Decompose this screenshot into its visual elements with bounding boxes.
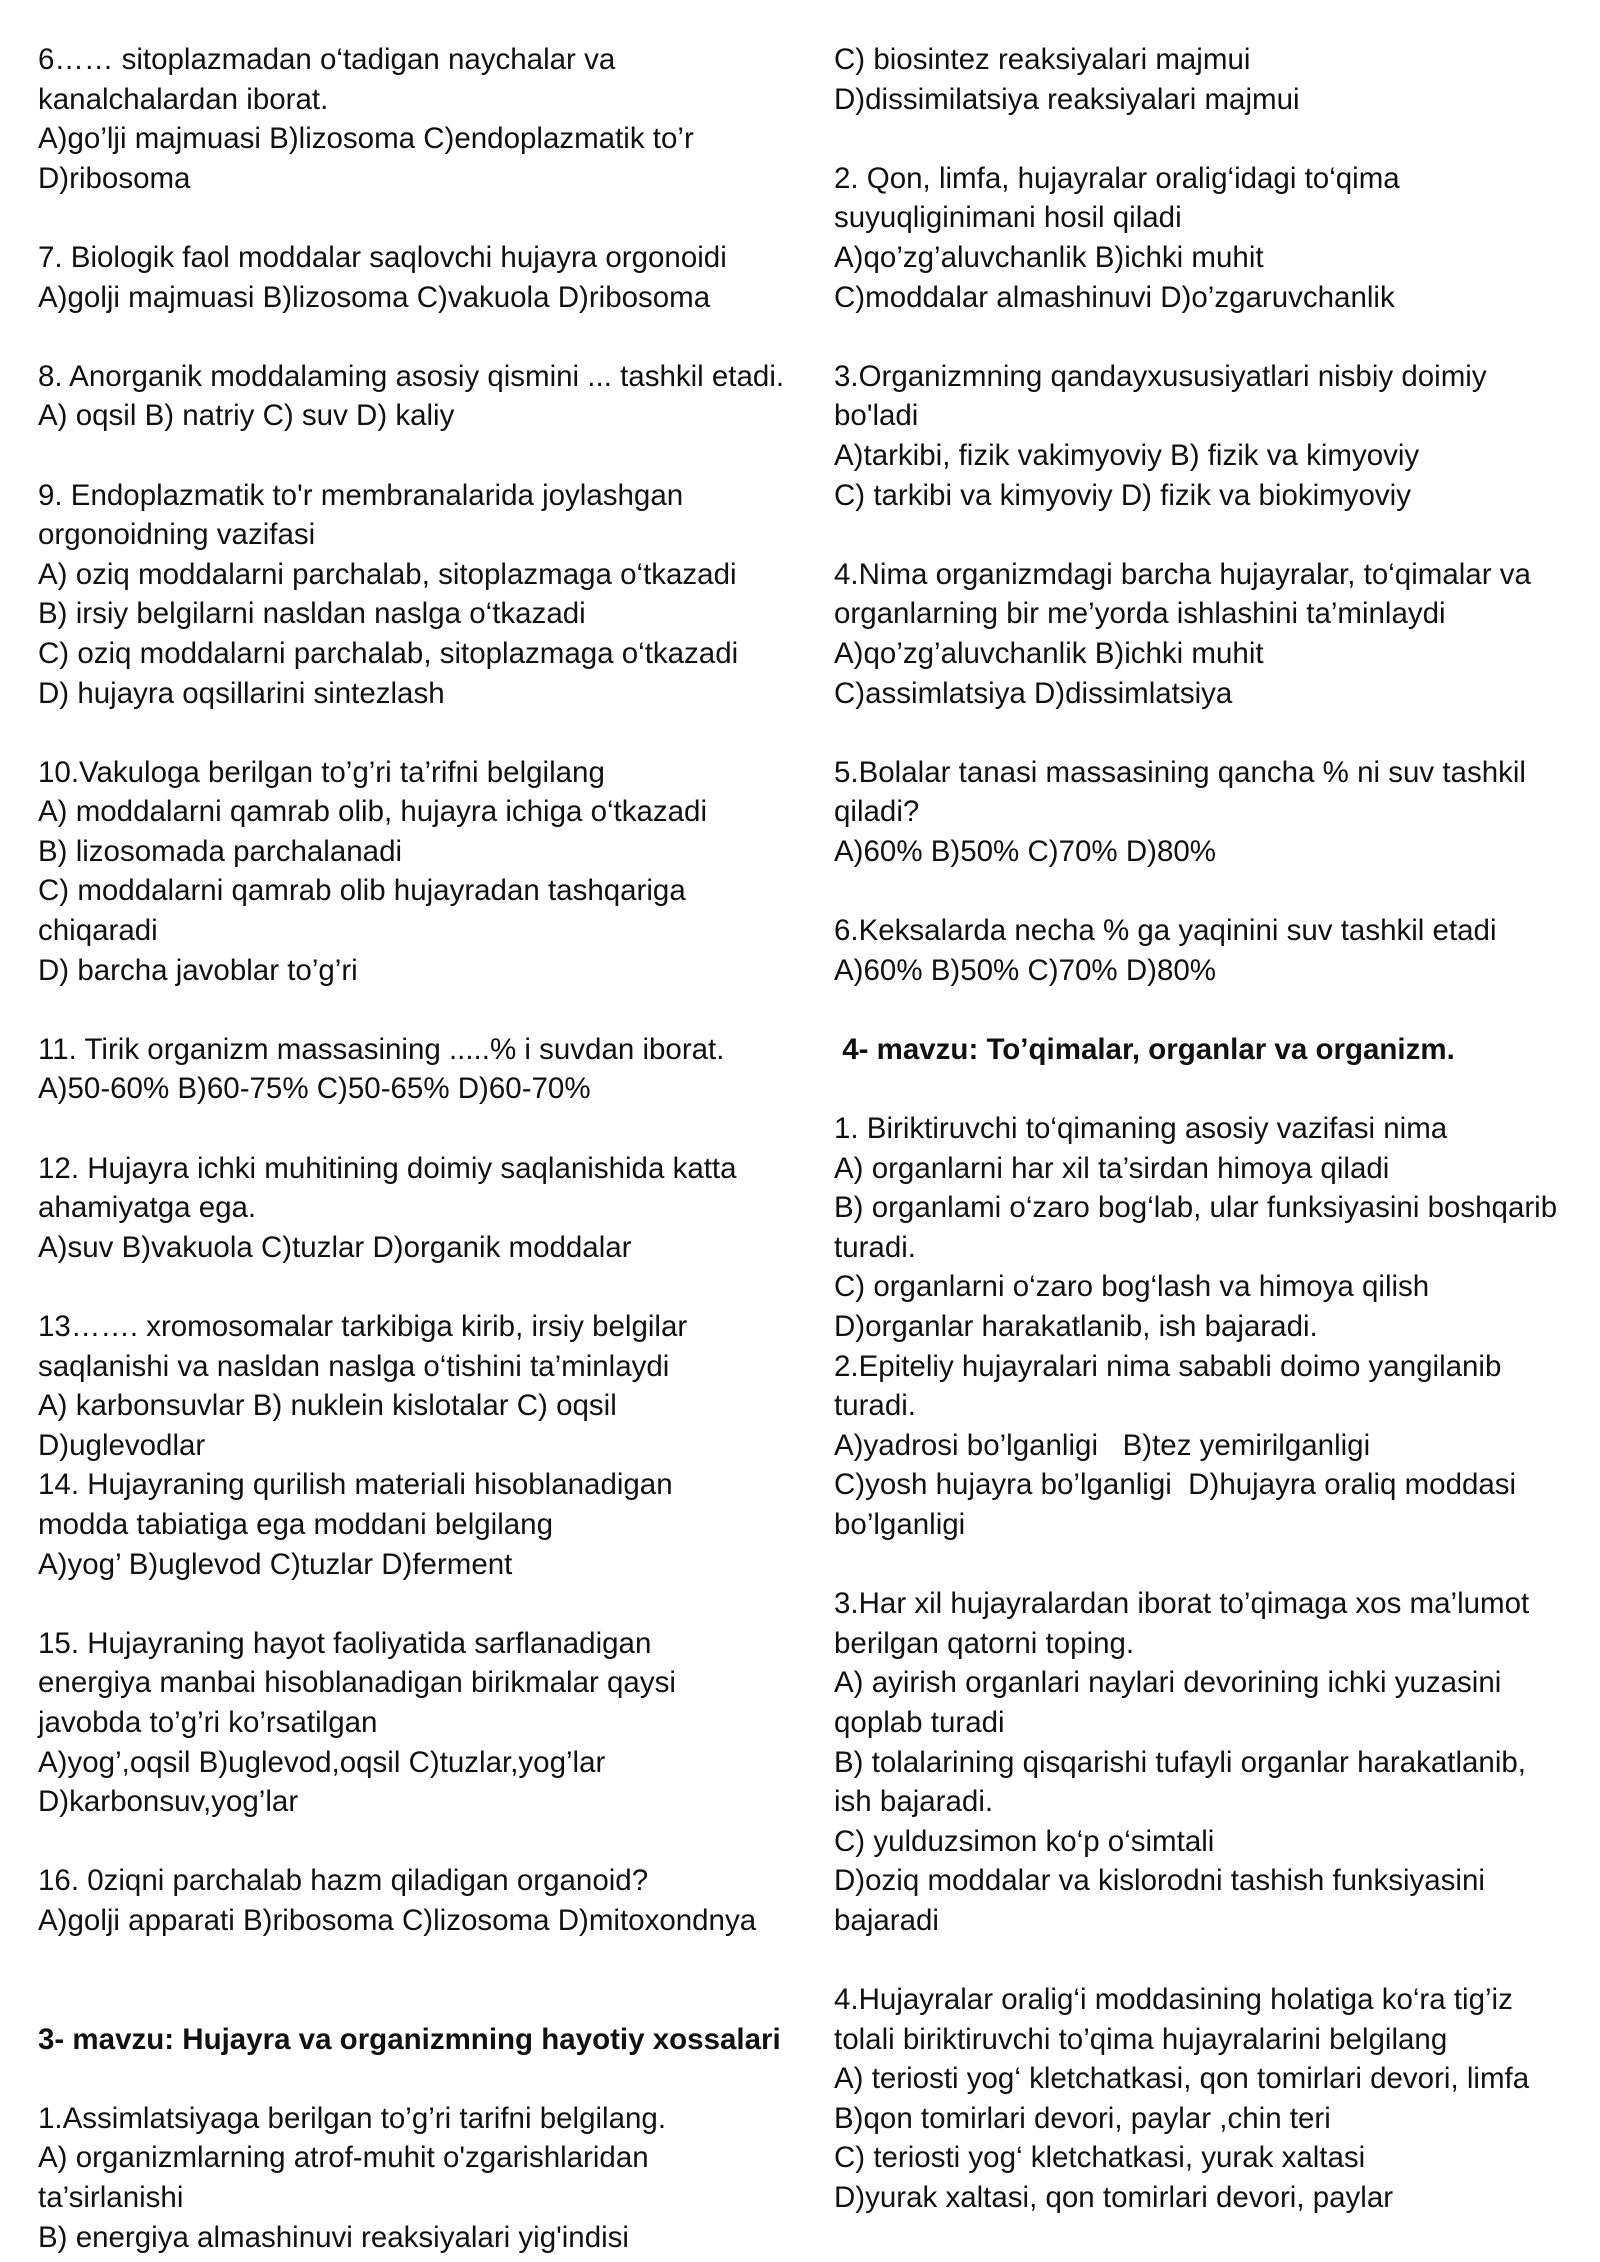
text-line: A)50-60% B)60-75% C)50-65% D)60-70% <box>38 1072 591 1106</box>
text-line: turadi. <box>834 1389 916 1423</box>
text-line: 16. 0ziqni parchalab hazm qiladigan organoid? <box>38 1864 649 1898</box>
text-line: javobda to’g’ri ko’rsatilgan <box>38 1705 378 1739</box>
text-line: A)qo’zg’aluvchanlik B)ichki muhit <box>834 240 1264 274</box>
text-line: C) teriosti yog‘ kletchatkasi, yurak xaltasi <box>834 2141 1366 2175</box>
text-line: orgonoidning vazifasi <box>38 518 316 552</box>
text-line: chiqaradi <box>38 914 158 948</box>
text-line: 14. Hujayraning qurilish materiali hisoblanadigan <box>38 1468 673 1502</box>
text-line: D)ribosoma <box>38 161 191 195</box>
text-line: A) oqsil B) natriy C) suv D) kaliy <box>38 399 455 433</box>
blank-line <box>38 1584 798 1624</box>
text-line: A)60% B)50% C)70% D)80% <box>834 953 1217 987</box>
text-line: A) teriosti yog‘ kletchatkasi, qon tomirlari devori, limfa <box>834 2062 1530 2096</box>
text-line: D)uglevodlar <box>38 1428 206 1462</box>
text-line: A)go’lji majmuasi B)lizosoma C)endoplazmatik to’r <box>38 122 694 156</box>
blank-line <box>834 1545 1574 1585</box>
text-line: 10.Vakuloga berilgan to’g’ri ta’rifni belgilang <box>38 755 605 789</box>
text-line: kanalchalardan iborat. <box>38 82 329 116</box>
text-line: 7. Biologik faol moddalar saqlovchi hujayra orgonoidi <box>38 240 727 274</box>
text-line: A) karbonsuvlar B) nuklein kislotalar C) oqsil <box>38 1389 617 1423</box>
section-heading: 3- mavzu: Hujayra va organizmning hayotiy xossalari <box>38 2022 781 2056</box>
blank-line <box>38 317 798 357</box>
text-line: A)yadrosi bo’lganligi B)tez yemirilganligi <box>834 1428 1371 1462</box>
text-line: 15. Hujayraning hayot faoliyatida sarflanadigan <box>38 1626 652 1660</box>
text-line: D) hujayra oqsillarini sintezlash <box>38 676 445 710</box>
text-line: turadi. <box>834 1230 916 1264</box>
text-line: B)qon tomirlari devori, paylar ,chin teri <box>834 2101 1331 2135</box>
text-line: berilgan qatorni toping. <box>834 1626 1135 1660</box>
text-line: C)moddalar almashinuvi D)o’zgaruvchanlik <box>834 280 1395 314</box>
section-heading: 4- mavzu: To’qimalar, organlar va organizm. <box>834 1032 1455 1066</box>
text-line: C) biosintez reaksiyalari majmui <box>834 43 1251 76</box>
blank-line <box>38 1980 798 2020</box>
blank-line <box>834 713 1574 753</box>
text-line: 1. Biriktiruvchi to‘qimaning asosiy vazifasi nima <box>834 1112 1448 1146</box>
blank-line <box>834 990 1574 1030</box>
text-line: bo’lganligi <box>834 1507 966 1541</box>
blank-line <box>38 1822 798 1862</box>
text-line: C) moddalarni qamrab olib hujayradan tashqariga <box>38 874 686 908</box>
text-line: C) yulduzsimon ko‘p o‘simtali <box>834 1824 1215 1858</box>
left-column <box>38 40 798 2257</box>
text-line: bajaradi <box>834 1903 939 1937</box>
text-line: D)oziq moddalar va kislorodni tashish funksiyasini <box>834 1864 1485 1898</box>
text-line: D)organlar harakatlanib, ish bajaradi. <box>834 1310 1318 1343</box>
text-line: modda tabiatiga ega moddani belgilang <box>38 1507 553 1541</box>
text-line: B) organlami o‘zaro bog‘lab, ular funksiyasini boshqarib <box>834 1191 1558 1225</box>
text-line: B) lizosomada parchalanadi <box>38 834 403 868</box>
text-line: A)yog’ B)uglevod C)tuzlar D)ferment <box>38 1547 513 1581</box>
blank-line <box>834 1069 1574 1109</box>
text-line: A)qo’zg’aluvchanlik B)ichki muhit <box>834 636 1264 670</box>
blank-line <box>38 198 798 238</box>
text-line: 3.Organizmning qandayxususiyatlari nisbiy doimiy <box>834 359 1487 393</box>
text-line: organlarning bir me’yorda ishlashini ta’minlaydi <box>834 597 1446 631</box>
blank-line <box>834 515 1574 555</box>
text-line: 8. Anorganik moddalaming asosiy qismini ... tashkil etadi. <box>38 359 785 393</box>
text-line: D)dissimilatsiya reaksiyalari majmui <box>834 82 1300 116</box>
text-line: C)assimlatsiya D)dissimlatsiya <box>834 676 1233 710</box>
text-line: D) barcha javoblar to’g’ri <box>38 953 358 987</box>
text-line: 4.Hujayralar oralig‘i moddasining holatiga ko‘ra tig’iz <box>834 1983 1513 2017</box>
text-line: A)golji apparati B)ribosoma C)lizosoma D)mitoxondnya <box>38 1903 757 1937</box>
text-line: 5.Bolalar tanasi massasining qancha % ni suv tashkil <box>834 755 1526 789</box>
text-line: A)60% B)50% C)70% D)80% <box>834 834 1217 868</box>
blank-line <box>834 1941 1574 1981</box>
text-line: 6.Keksalarda necha % ga yaqinini suv tashkil etadi <box>834 914 1497 948</box>
blank-line <box>834 119 1574 159</box>
text-line: B) irsiy belgilarni nasldan naslga o‘tkazadi <box>38 597 586 631</box>
blank-line <box>38 1941 798 1981</box>
text-line: C) organlarni o‘zaro bog‘lash va himoya qilish <box>834 1270 1430 1304</box>
blank-line <box>38 1109 798 1149</box>
text-line: 6…… sitoplazmadan o‘tadigan naychalar va <box>38 43 616 76</box>
blank-line <box>38 436 798 476</box>
text-line: A)suv B)vakuola C)tuzlar D)organik moddalar <box>38 1230 632 1264</box>
text-line: D)yurak xaltasi, qon tomirlari devori, paylar <box>834 2181 1394 2215</box>
text-line: C) oziq moddalarni parchalab, sitoplazmaga o‘tkazadi <box>38 636 739 670</box>
text-line: ta’sirlanishi <box>38 2181 184 2215</box>
blank-line <box>38 990 798 1030</box>
text-line: qoplab turadi <box>834 1705 1005 1739</box>
text-line: C)yosh hujayra bo’lganligi D)hujayra oraliq moddasi <box>834 1468 1517 1502</box>
blank-line <box>834 871 1574 911</box>
text-line: qiladi? <box>834 795 920 829</box>
text-line: A) organlarni har xil ta’sirdan himoya qiladi <box>834 1151 1390 1185</box>
text-line: A)yog’,oqsil B)uglevod,oqsil C)tuzlar,yog’lar <box>38 1745 606 1779</box>
text-line: A) moddalarni qamrab olib, hujayra ichiga o‘tkazadi <box>38 795 708 829</box>
blank-line <box>38 1267 798 1307</box>
text-line: bo'ladi <box>834 399 919 433</box>
text-line: B) tolalarining qisqarishi tufayli organlar harakatlanib, <box>834 1745 1526 1779</box>
blank-line <box>38 2059 798 2099</box>
text-line: A) organizmlarning atrof-muhit o'zgarishlaridan <box>38 2141 649 2175</box>
text-line: A)golji majmuasi B)lizosoma C)vakuola D)ribosoma <box>38 280 711 314</box>
text-line: 2.Epiteliy hujayralari nima sababli doimo yangilanib <box>834 1349 1502 1383</box>
text-line: 3.Har xil hujayralardan iborat to’qimaga xos ma’lumot <box>834 1587 1530 1621</box>
text-line: ish bajaradi. <box>834 1785 994 1819</box>
text-line: suyuqliginimani hosil qiladi <box>834 201 1182 235</box>
text-line: A)tarkibi, fizik vakimyoviy B) fizik va kimyoviy <box>834 438 1420 472</box>
text-line: D)karbonsuv,yog’lar <box>38 1785 299 1819</box>
text-line: A) oziq moddalarni parchalab, sitoplazmaga o‘tkazadi <box>38 557 737 591</box>
text-line: 12. Hujayra ichki muhitining doimiy saqlanishida katta <box>38 1151 737 1185</box>
text-line: B) energiya almashinuvi reaksiyalari yig'indisi <box>38 2220 629 2254</box>
text-line: 2. Qon, limfa, hujayralar oralig‘idagi to‘qima <box>834 161 1400 195</box>
text-line: C) tarkibi va kimyoviy D) fizik va biokimyoviy <box>834 478 1411 512</box>
text-line: tolali biriktiruvchi to’qima hujayralarini belgilang <box>834 2022 1448 2056</box>
text-line: 1.Assimlatsiyaga berilgan to’g’ri tarifni belgilang. <box>38 2101 667 2135</box>
text-line: 4.Nima organizmdagi barcha hujayralar, to‘qimalar va <box>834 557 1531 591</box>
blank-line <box>38 713 798 753</box>
blank-line <box>834 317 1574 357</box>
text-line: saqlanishi va nasldan naslga o‘tishini ta’minlaydi <box>38 1349 670 1383</box>
text-line: ahamiyatga ega. <box>38 1191 257 1225</box>
text-line: A) ayirish organlari naylari devorining ichki yuzasini <box>834 1666 1502 1700</box>
text-line: 13……. xromosomalar tarkibiga kirib, irsiy belgilar <box>38 1310 688 1343</box>
text-line: energiya manbai hisoblanadigan birikmalar qaysi <box>38 1666 676 1700</box>
text-line: 11. Tirik organizm massasining .....% i suvdan iborat. <box>38 1032 725 1066</box>
right-column <box>834 40 1574 2218</box>
text-line: 9. Endoplazmatik to'r membranalarida joylashgan <box>38 478 684 512</box>
